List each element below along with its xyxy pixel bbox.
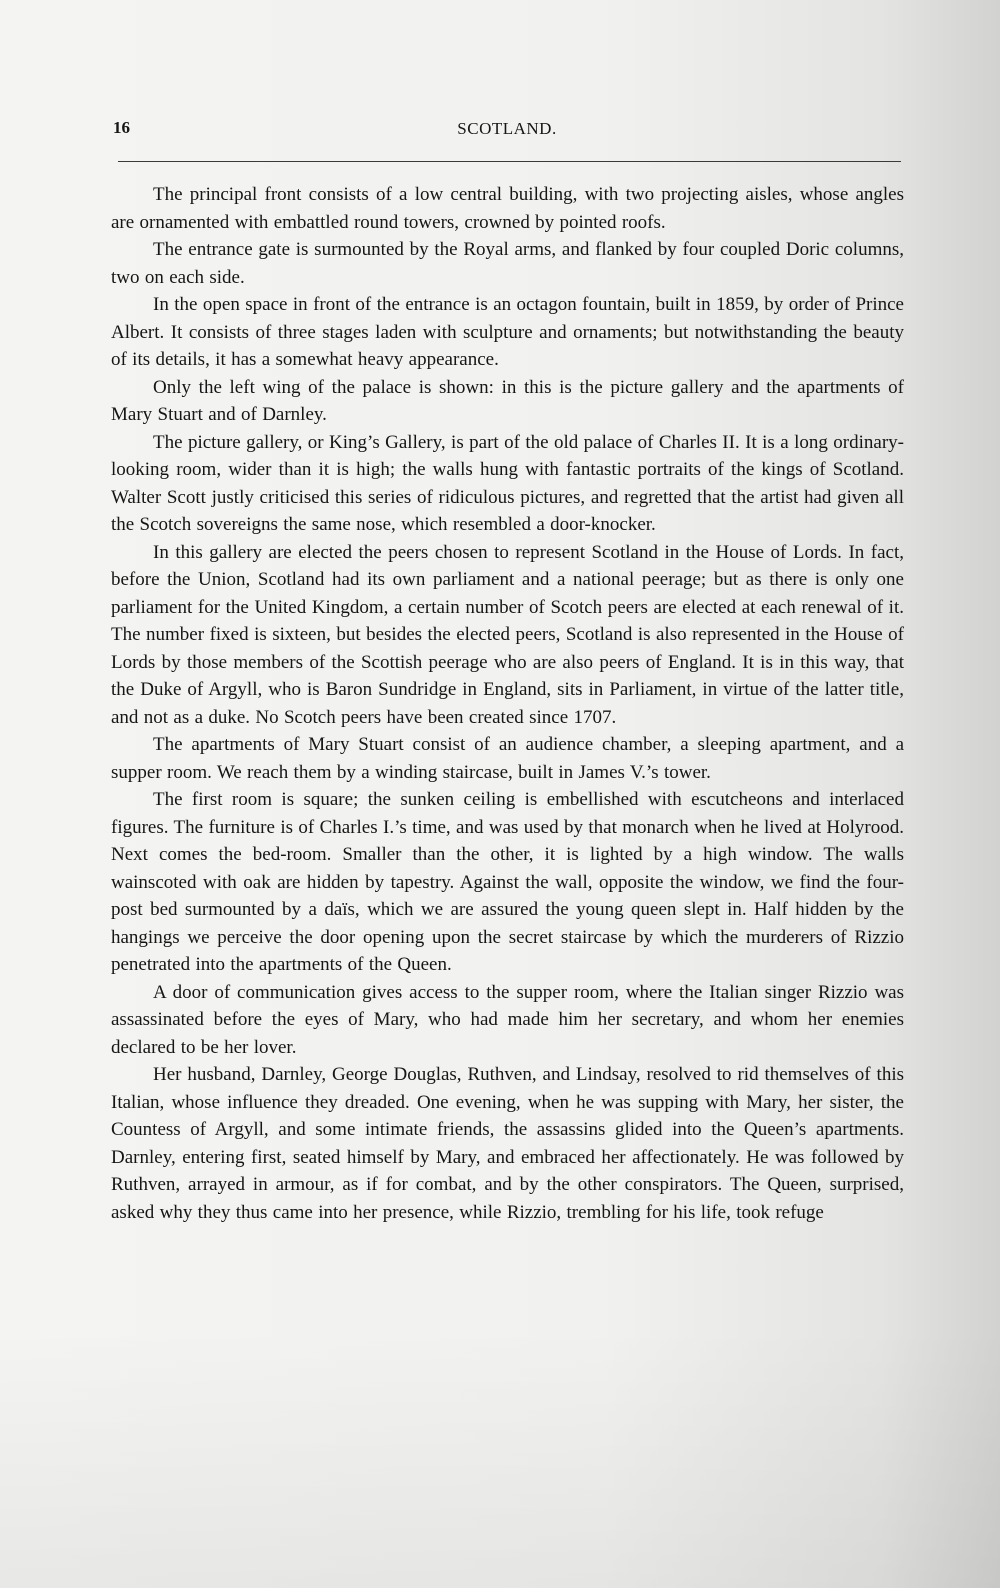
running-title: SCOTLAND. bbox=[457, 119, 557, 138]
paragraph: In this gallery are elected the peers chosen to represent Scotland in the House of Lords. In fact, before the Union, Scotland had its own parliament and a national peerage; but as there is only one parliament for the United Kingdom, a certain number of Scotch peers are elected at each renewal of it. The number fixed is sixteen, but besides the elected peers, Scotland is also represented in the House of Lords by those members of the Scottish peerage who are also peers of England. It is in this way, that the Duke of Argyll, who is Baron Sundridge in England, sits in Parliament, in virtue of the latter title, and not as a duke. No Scotch peers have been created since 1707. bbox=[111, 541, 904, 728]
page-shadow bbox=[0, 1328, 1000, 1588]
paragraph: The picture gallery, or King’s Gallery, is part of the old palace of Charles II. It is a long ordinary-looking room, wider than it is high; the walls hung with fantastic portraits of the kings of Scotland. Walter Scott justly criticised this series of ridiculous pictures, and regretted that the artist had given all the Scotch sovereigns the same nose, which resembled a door-knocker. bbox=[111, 431, 904, 535]
paragraph: The entrance gate is surmounted by the Royal arms, and flanked by four coupled Doric columns, two on each side. bbox=[111, 239, 904, 288]
paragraph: In the open space in front of the entrance is an octagon fountain, built in 1859, by order of Prince Albert. It consists of three stages laden with sculpture and ornaments; but notwithstanding the beauty of its details, it has a somewhat heavy appearance. bbox=[111, 294, 904, 370]
paragraph: Her husband, Darnley, George Douglas, Ruthven, and Lindsay, resolved to rid themselves of this Italian, whose influence they dreaded. One evening, when he was supping with Mary, her sister, the Countess of Argyll, and some intimate friends, the assassins glided into the Queen’s apartments. Darnley, entering first, seated himself by Mary, and embraced her affectionately. He was followed by Ruthven, arrayed in armour, as if for combat, and by the other conspirators. The Queen, surprised, asked why they thus came into her presence, while Rizzio, trembling for his life, took refuge bbox=[111, 1064, 904, 1223]
paragraph: The apartments of Mary Stuart consist of an audience chamber, a sleeping apartment, and a supper room. We reach them by a winding staircase, built in James V.’s tower. bbox=[111, 734, 904, 783]
body-text bbox=[111, 181, 904, 1226]
paragraph: The principal front consists of a low central building, with two projecting aisles, whose angles are ornamented with embattled round towers, crowned by pointed roofs. bbox=[111, 184, 904, 233]
paragraph: The first room is square; the sunken ceiling is embellished with escutcheons and interlaced figures. The furniture is of Charles I.’s time, and was used by that monarch when he lived at Holyrood. Next comes the bed-room. Smaller than the other, it is lighted by a high window. The walls wainscoted with oak are hidden by tapestry. Against the wall, opposite the window, we find the four-post bed surmounted by a daïs, which we are assured the young queen slept in. Half hidden by the hangings we perceive the door opening upon the secret staircase by which the murderers of Rizzio penetrated into the apartments of the Queen. bbox=[111, 789, 904, 975]
header-rule bbox=[118, 161, 901, 162]
page-number: 16 bbox=[113, 118, 130, 137]
paragraph: A door of communication gives access to the supper room, where the Italian singer Rizzio was assassinated before the eyes of Mary, who had made him her secretary, and whom her enemies declared to be her lover. bbox=[111, 981, 904, 1058]
running-header bbox=[113, 118, 901, 144]
paragraph: Only the left wing of the palace is shown: in this is the picture gallery and the apartments of Mary Stuart and of Darnley. bbox=[111, 376, 904, 425]
